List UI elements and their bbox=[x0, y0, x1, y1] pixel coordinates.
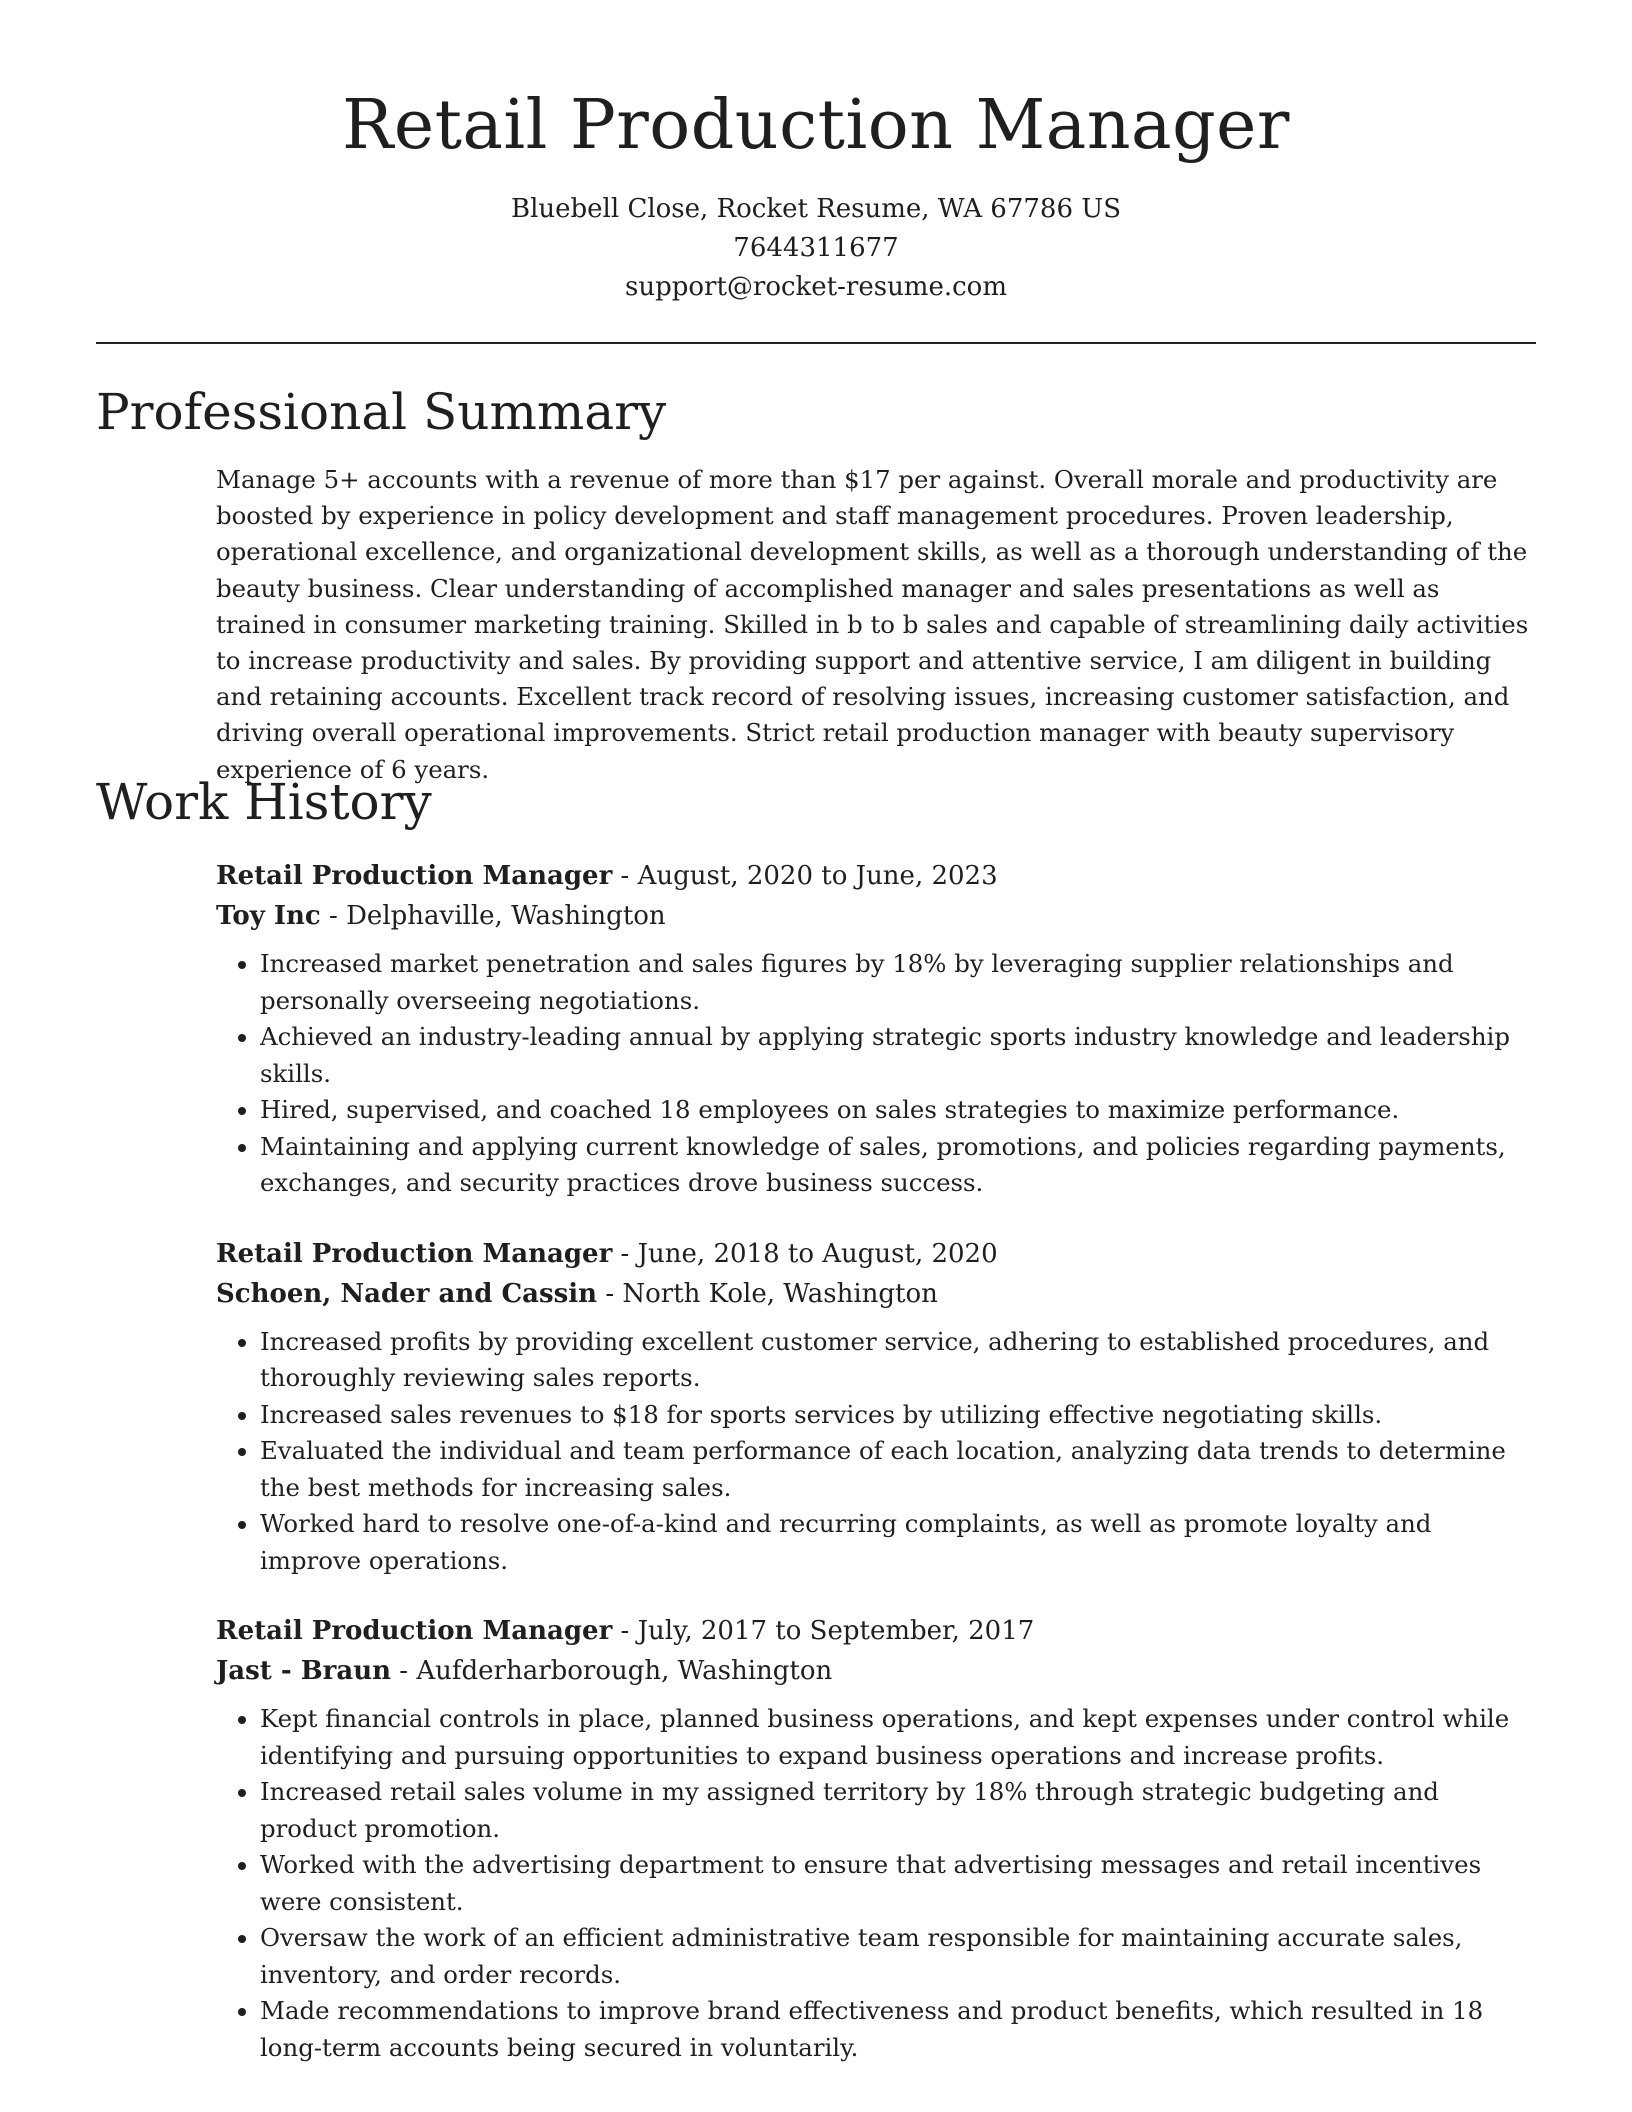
job-entry bbox=[216, 1611, 1536, 2066]
candidate-title: Retail Production Manager bbox=[342, 86, 1290, 165]
duty-item: • Maintaining and applying current knowledge of sales, promotions, and policies regarding payments, exchanges, and security practices drove business success. bbox=[260, 1129, 1536, 1202]
summary-text: Manage 5+ accounts with a revenue of more than $17 per against. Overall morale and productivity are boosted by experience in policy development and staff management procedures. Proven leadership, operational excellence, and organizational development skills, as well as a thorough understanding of the beauty business. Clear understanding of accomplished manager and sales presentations as well as trained in consumer marketing training. Skilled in b to b sales and capable of streamlining daily activities to increase productivity and sales. By providing support and attentive service, I am diligent in building and retaining accounts. Excellent track record of resolving issues, increasing customer satisfaction, and driving overall operational improvements. Strict retail production manager with beauty supervisory experience of 6 years. bbox=[216, 465, 1529, 784]
job-title: Retail Production Manager bbox=[216, 861, 613, 891]
header-divider bbox=[96, 342, 1536, 344]
company-name: Schoen, Nader and Cassin bbox=[216, 1278, 598, 1309]
duty-item: • Increased sales revenues to $18 for sports services by utilizing effective negotiating skills. bbox=[260, 1397, 1536, 1434]
duty-item: • Increased profits by providing excellent customer service, adhering to established procedures, and thoroughly reviewing sales reports. bbox=[260, 1324, 1536, 1397]
company-location: - North Kole, Washington bbox=[597, 1278, 938, 1309]
job-title-line bbox=[216, 1234, 1536, 1274]
work-history bbox=[216, 856, 1536, 2098]
job-dates: - July, 2017 to September, 2017 bbox=[612, 1616, 1035, 1646]
job-entry bbox=[216, 1234, 1536, 1580]
resume-header bbox=[0, 0, 1632, 307]
duty-item: • Increased retail sales volume in my assigned territory by 18% through strategic budgeting and product promotion. bbox=[260, 1774, 1536, 1847]
duty-item: • Worked hard to resolve one-of-a-kind and recurring complaints, as well as promote loyalty and improve operations. bbox=[260, 1506, 1536, 1579]
duty-item: • Made recommendations to improve brand effectiveness and product benefits, which resulted in 18 long-term accounts being secured in voluntarily. bbox=[260, 1993, 1536, 2066]
job-title-line bbox=[216, 1611, 1536, 1651]
job-dates: - August, 2020 to June, 2023 bbox=[612, 861, 998, 891]
duty-list bbox=[216, 1324, 1536, 1580]
job-entry bbox=[216, 856, 1536, 1202]
summary-heading: Professional Summary bbox=[96, 383, 667, 441]
duty-item: • Worked with the advertising department to ensure that advertising messages and retail incentives were consistent. bbox=[260, 1847, 1536, 1920]
contact-info bbox=[0, 190, 1632, 307]
duty-item: • Hired, supervised, and coached 18 employees on sales strategies to maximize performance. bbox=[260, 1092, 1536, 1129]
job-dates: - June, 2018 to August, 2020 bbox=[612, 1238, 998, 1269]
job-title: Retail Production Manager bbox=[216, 1616, 613, 1646]
company-name: Toy Inc bbox=[216, 901, 321, 931]
job-company-line bbox=[216, 1274, 1536, 1314]
duty-item: • Oversaw the work of an efficient administrative team responsible for maintaining accurate sales, inventory, and order records. bbox=[260, 1920, 1536, 1993]
company-name: Jast - Braun bbox=[216, 1656, 392, 1686]
work-history-heading: Work History bbox=[96, 773, 432, 831]
duty-list bbox=[216, 946, 1536, 1202]
duty-item: • Achieved an industry-leading annual by applying strategic sports industry knowledge and leadership skills. bbox=[260, 1019, 1536, 1092]
job-company-line bbox=[216, 1651, 1536, 1691]
email: support@rocket-resume.com bbox=[624, 272, 1007, 302]
job-company-line bbox=[216, 896, 1536, 936]
duty-item: • Increased market penetration and sales figures by 18% by leveraging supplier relationships and personally overseeing negotiations. bbox=[260, 946, 1536, 1019]
duty-item: • Evaluated the individual and team performance of each location, analyzing data trends to determine the best methods for increasing sales. bbox=[260, 1433, 1536, 1506]
duty-list bbox=[216, 1701, 1536, 2066]
job-title: Retail Production Manager bbox=[216, 1238, 613, 1269]
address: Bluebell Close, Rocket Resume, WA 67786 US bbox=[510, 194, 1122, 224]
company-location: - Aufderharborough, Washington bbox=[391, 1656, 833, 1686]
job-title-line bbox=[216, 856, 1536, 896]
duty-item: • Kept financial controls in place, planned business operations, and kept expenses under control while identifying and pursuing opportunities to expand business operations and increase profits. bbox=[260, 1701, 1536, 1774]
company-location: - Delphaville, Washington bbox=[320, 901, 666, 931]
phone: 7644311677 bbox=[733, 233, 899, 263]
